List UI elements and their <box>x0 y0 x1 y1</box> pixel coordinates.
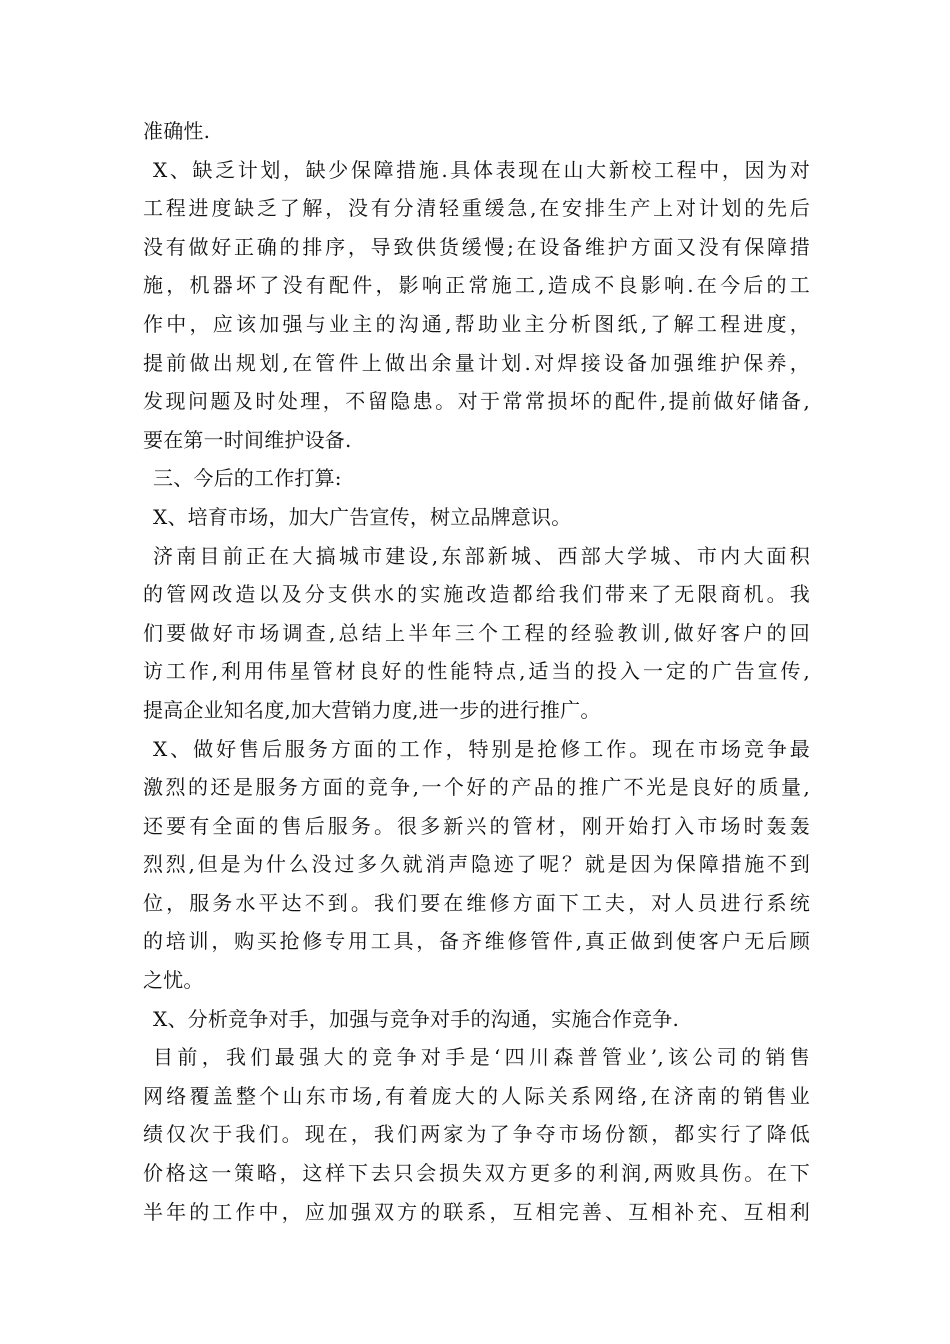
text-line: 之忧。 <box>143 968 204 993</box>
text-line: 位，服务水平达不到。我们要在维修方面下工夫，对人员进行系统 <box>143 890 810 915</box>
text-line: 施，机器坏了没有配件，影响正常施工,造成不良影响.在今后的工 <box>143 273 810 298</box>
text-line: 提前做出规划,在管件上做出余量计划.对焊接设备加强维护保养， <box>143 350 810 375</box>
text-line: 网络覆盖整个山东市场,有着庞大的人际关系网络,在济南的销售业 <box>143 1083 810 1108</box>
text-line: 访工作,利用伟星管材良好的性能特点,适当的投入一定的广告宣传, <box>143 659 810 684</box>
text-line: 没有做好正确的排序，导致供货缓慢;在设备维护方面又没有保障措 <box>143 234 810 259</box>
text-line: 发现问题及时处理，不留隐患。对于常常损坏的配件,提前做好储备, <box>143 389 810 414</box>
text-line: X、分析竞争对手，加强与竞争对手的沟通，实施合作竞争. <box>153 1006 679 1031</box>
text-line: X、培育市场，加大广告宣传，树立品牌意识。 <box>153 504 572 529</box>
text-line: 三、今后的工作打算: <box>153 466 342 491</box>
text-line: 提高企业知名度,加大营销力度,进一步的进行推广。 <box>143 697 601 722</box>
text-line: 目前，我们最强大的竞争对手是‘四川森普管业’,该公司的销售 <box>153 1045 810 1070</box>
text-line: 的培训，购买抢修专用工具，备齐维修管件,真正做到使客户无后顾 <box>143 929 810 954</box>
text-line: 准确性. <box>143 119 211 143</box>
text-line: 价格这一策略，这样下去只会损失双方更多的利润,两败具伤。在下 <box>143 1161 810 1186</box>
text-line: 绩仅次于我们。现在，我们两家为了争夺市场份额，都实行了降低 <box>143 1122 810 1147</box>
text-line: 激烈的还是服务方面的竞争,一个好的产品的推广不光是良好的质量, <box>143 775 810 800</box>
text-line: X、缺乏计划，缺少保障措施.具体表现在山大新校工程中，因为对 <box>153 157 810 182</box>
text-line: 济南目前正在大搞城市建设,东部新城、西部大学城、市内大面积 <box>153 543 810 568</box>
text-line: X、做好售后服务方面的工作，特别是抢修工作。现在市场竞争最 <box>153 736 810 761</box>
text-line: 工程进度缺乏了解，没有分清轻重缓急,在安排生产上对计划的先后 <box>143 196 810 221</box>
text-line: 作中，应该加强与业主的沟通,帮助业主分析图纸,了解工程进度， <box>143 311 810 336</box>
text-line: 的管网改造以及分支供水的实施改造都给我们带来了无限商机。我 <box>143 582 810 607</box>
text-line: 半年的工作中，应加强双方的联系，互相完善、互相补充、互相利 <box>143 1199 810 1224</box>
text-line: 们要做好市场调查,总结上半年三个工程的经验教训,做好客户的回 <box>143 620 810 645</box>
text-line: 烈烈,但是为什么没过多久就消声隐迹了呢？就是因为保障措施不到 <box>143 852 810 877</box>
text-line: 还要有全面的售后服务。很多新兴的管材，刚开始打入市场时轰轰 <box>143 813 810 838</box>
document-body <box>143 112 810 1231</box>
text-line: 要在第一时间维护设备. <box>143 427 352 452</box>
